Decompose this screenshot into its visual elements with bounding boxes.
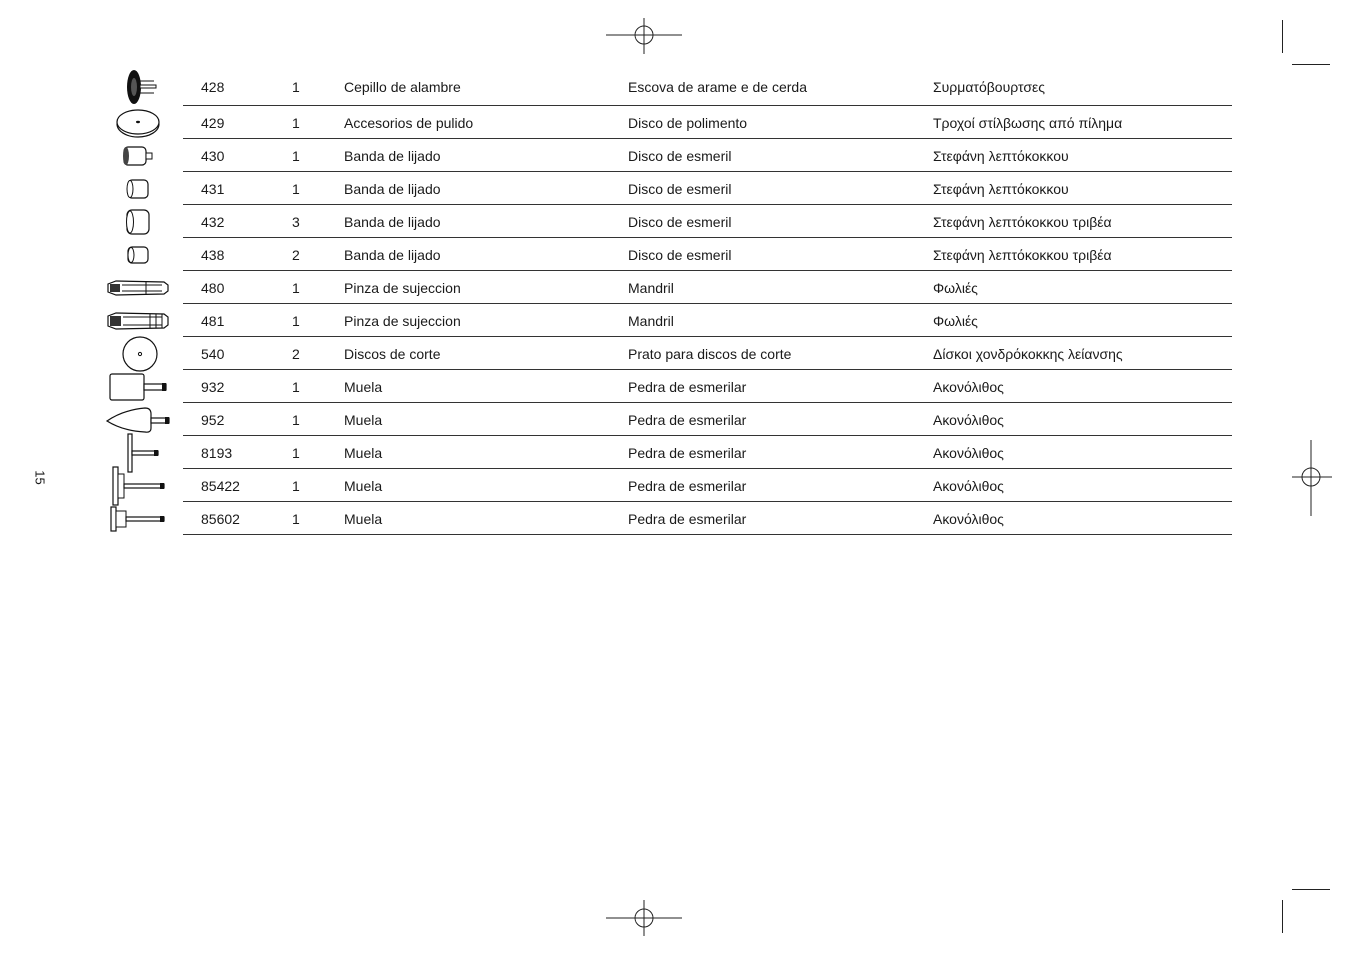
description-pt: Escova de arame e de cerda — [628, 78, 807, 95]
description-gr: Φωλιές — [933, 312, 978, 329]
description-es: Pinza de sujeccion — [344, 312, 461, 329]
description-gr: Ακονόλιθος — [933, 477, 1004, 494]
part-number: 481 — [201, 312, 225, 329]
description-pt: Pedra de esmerilar — [628, 444, 747, 461]
description-pt: Prato para discos de corte — [628, 345, 792, 362]
description-es: Banda de lijado — [344, 213, 441, 230]
description-es: Banda de lijado — [344, 180, 441, 197]
description-gr: Στεφάνη λεπτόκοκκου — [933, 180, 1069, 197]
description-es: Banda de lijado — [344, 246, 441, 263]
cone-grinding-stone-icon — [100, 403, 176, 436]
description-pt: Disco de polimento — [628, 114, 748, 131]
crop-mark — [1282, 900, 1283, 933]
description-pt: Disco de esmeril — [628, 147, 732, 164]
sanding-drum-icon — [100, 139, 176, 172]
part-quantity: 1 — [292, 510, 300, 527]
part-quantity: 1 — [292, 312, 300, 329]
table-row — [100, 337, 1232, 370]
part-number: 85602 — [201, 510, 240, 527]
table-row — [100, 370, 1232, 403]
description-es: Muela — [344, 378, 383, 395]
description-gr: Τροχοί στίλβωσης από πίλημα — [933, 114, 1123, 131]
description-gr: Στεφάνη λεπτόκοκκου — [933, 147, 1069, 164]
cutting-disc-icon — [100, 337, 176, 370]
description-pt: Pedra de esmerilar — [628, 378, 747, 395]
crop-mark — [1292, 889, 1330, 890]
description-pt: Pedra de esmerilar — [628, 510, 747, 527]
description-pt: Mandril — [628, 279, 674, 296]
table-row — [100, 403, 1232, 436]
disc-grinding-stone-icon — [100, 469, 176, 502]
part-quantity: 1 — [292, 114, 300, 131]
description-pt: Pedra de esmerilar — [628, 411, 747, 428]
wide-disc-grinding-stone-icon — [100, 502, 176, 535]
description-pt: Pedra de esmerilar — [628, 477, 747, 494]
page-number: 15 — [32, 470, 48, 485]
part-number: 428 — [201, 78, 225, 95]
parts-table — [100, 67, 1232, 535]
part-quantity: 3 — [292, 213, 300, 230]
sanding-band-small-icon — [100, 238, 176, 271]
description-es: Cepillo de alambre — [344, 78, 461, 95]
collet-icon — [100, 271, 176, 304]
part-quantity: 1 — [292, 411, 300, 428]
table-row — [100, 469, 1232, 502]
part-quantity: 2 — [292, 345, 300, 362]
part-number: 438 — [201, 246, 225, 263]
description-es: Muela — [344, 477, 383, 494]
table-row — [100, 139, 1232, 172]
description-gr: Ακονόλιθος — [933, 378, 1004, 395]
table-row — [100, 271, 1232, 304]
part-quantity: 1 — [292, 378, 300, 395]
description-gr: Συρματόβουρτσες — [933, 78, 1045, 95]
description-es: Muela — [344, 444, 383, 461]
felt-polishing-wheel-icon — [100, 106, 176, 139]
table-row — [100, 205, 1232, 238]
registration-mark-right — [1292, 440, 1332, 516]
description-es: Accesorios de pulido — [344, 114, 474, 131]
part-number: 8193 — [201, 444, 233, 461]
description-pt: Disco de esmeril — [628, 246, 732, 263]
part-quantity: 1 — [292, 78, 300, 95]
description-gr: Στεφάνη λεπτόκοκκου τριβέα — [933, 213, 1112, 230]
registration-mark-bottom — [606, 900, 682, 936]
part-quantity: 1 — [292, 180, 300, 197]
description-es: Discos de corte — [344, 345, 441, 362]
description-gr: Ακονόλιθος — [933, 510, 1004, 527]
table-row — [100, 502, 1232, 535]
description-es: Pinza de sujeccion — [344, 279, 461, 296]
part-quantity: 1 — [292, 279, 300, 296]
crop-mark — [1292, 64, 1330, 65]
description-pt: Disco de esmeril — [628, 213, 732, 230]
collet-large-icon — [100, 304, 176, 337]
table-row — [100, 67, 1232, 106]
wire-brush-icon — [100, 67, 176, 106]
part-number: 932 — [201, 378, 225, 395]
description-gr: Δίσκοι χονδρόκοκκης λείανσης — [933, 345, 1123, 362]
part-quantity: 1 — [292, 477, 300, 494]
description-gr: Ακονόλιθος — [933, 444, 1004, 461]
description-pt: Disco de esmeril — [628, 180, 732, 197]
part-number: 429 — [201, 114, 225, 131]
table-row — [100, 172, 1232, 205]
description-gr: Φωλιές — [933, 279, 978, 296]
description-gr: Ακονόλιθος — [933, 411, 1004, 428]
part-quantity: 1 — [292, 444, 300, 461]
registration-mark-top — [606, 18, 682, 54]
description-es: Muela — [344, 411, 383, 428]
crop-mark — [1282, 20, 1283, 53]
part-number: 431 — [201, 180, 225, 197]
flat-grinding-stone-icon — [100, 436, 176, 469]
description-es: Banda de lijado — [344, 147, 441, 164]
table-row — [100, 238, 1232, 271]
table-row — [100, 304, 1232, 337]
table-row — [100, 106, 1232, 139]
part-number: 480 — [201, 279, 225, 296]
part-number: 430 — [201, 147, 225, 164]
description-pt: Mandril — [628, 312, 674, 329]
part-number: 432 — [201, 213, 225, 230]
sanding-band-large-icon — [100, 205, 176, 238]
part-quantity: 1 — [292, 147, 300, 164]
sanding-band-icon — [100, 172, 176, 205]
cylinder-grinding-stone-icon — [100, 370, 176, 403]
table-row — [100, 436, 1232, 469]
part-number: 540 — [201, 345, 225, 362]
part-quantity: 2 — [292, 246, 300, 263]
part-number: 952 — [201, 411, 225, 428]
part-number: 85422 — [201, 477, 240, 494]
description-es: Muela — [344, 510, 383, 527]
description-gr: Στεφάνη λεπτόκοκκου τριβέα — [933, 246, 1112, 263]
